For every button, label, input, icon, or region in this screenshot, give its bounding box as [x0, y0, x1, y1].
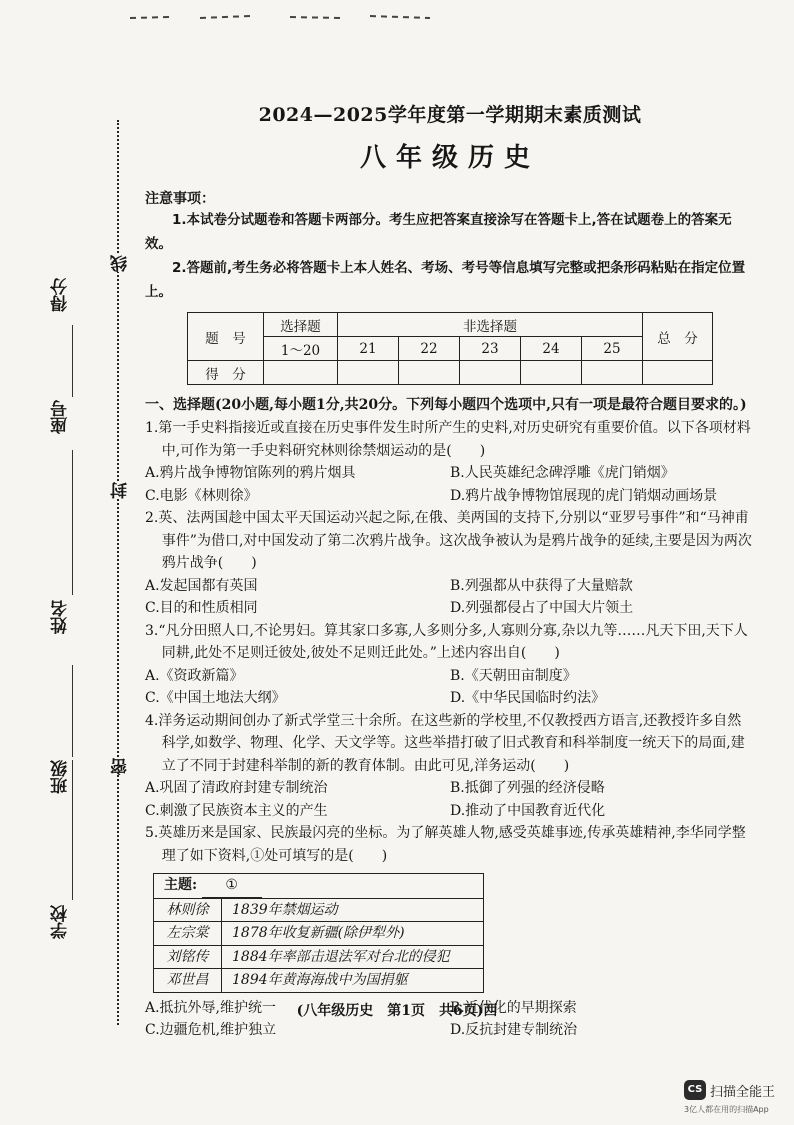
option-b: B.抵御了列强的经济侵略 [450, 780, 605, 796]
question-number-header: 题 号 [188, 313, 264, 361]
scanner-watermark [684, 1080, 788, 1120]
page-footer: (八年级历史 第1页 共6页)西 [296, 1003, 498, 1019]
notice-block [145, 208, 755, 304]
option-c: C.电影《林则徐》 [145, 487, 258, 504]
table-row [154, 969, 484, 993]
choice-range: 1～20 [264, 337, 338, 361]
option-b: B.人民英雄纪念碑浮雕《虎门销烟》 [450, 465, 675, 481]
scanner-app-name: 扫描全能王 [710, 1085, 776, 1100]
score-cell[interactable] [521, 361, 582, 385]
class-label: 班级 [51, 760, 71, 794]
question-number: 25 [582, 337, 643, 361]
scanner-logo-icon: CS [684, 1080, 706, 1100]
scanner-tagline: 3亿人都在用的扫描App [684, 1105, 769, 1114]
nonchoice-header: 非选择题 [338, 313, 643, 337]
option-a: A.鸦片战争博物馆陈列的鸦片烟具 [145, 465, 356, 481]
question-stem: 2.英、法两国趁中国太平天国运动兴起之际,在俄、美两国的支持下,分别以“亚罗号事件”和“马神甫事件”为借口,对中国发动了第二次鸦片战争。这次战争被认为是鸦片战争的延续,主要是因为两次鸦片战争( ) [145, 510, 752, 571]
table-row [154, 898, 484, 922]
hero-name: 左宗棠 [154, 922, 222, 946]
option-c: C.边疆危机,维护独立 [145, 1022, 277, 1038]
question-stem: 4.洋务运动期间创办了新式学堂三十余所。在这些新的学校里,不仅教授西方语言,还教授许多自然科学,如数学、物理、化学、天文学等。这些举措打破了旧式教育和科举制度一统天下的局面,建立了不同于封建科举制的新的教育体制。由此可见,洋务运动( ) [145, 712, 745, 774]
option-b: B.列强都从中获得了大量赔款 [450, 577, 633, 594]
question-number: 23 [460, 337, 521, 361]
hero-event: 1839年禁烟运动 [222, 898, 484, 922]
top-edge-marks [130, 12, 460, 22]
seat-label: 座号 [51, 400, 71, 434]
hero-event: 1884年率部击退法军对台北的侵犯 [222, 945, 484, 969]
total-header: 总 分 [643, 313, 713, 361]
exam-subject: 八年级历史 [359, 143, 540, 173]
option-a: A.抵抗外辱,维护统一 [145, 999, 277, 1016]
score-label: 得分 [51, 278, 71, 312]
hero-event: 1894年黄海海战中为国捐躯 [222, 969, 484, 993]
hero-theme-row [154, 874, 484, 899]
hero-name: 邓世昌 [154, 969, 222, 993]
score-row-label: 得 分 [188, 361, 264, 385]
score-cell[interactable] [460, 361, 521, 385]
question-2 [145, 507, 755, 620]
hero-name: 林则徐 [154, 898, 222, 922]
option-a: A.发起国都有英国 [145, 577, 258, 594]
exam-content [145, 100, 755, 1042]
table-row [154, 922, 484, 946]
seal-char-feng: 封 [108, 482, 130, 499]
choice-header: 选择题 [264, 313, 338, 337]
question-number: 21 [338, 337, 399, 361]
seal-char-xian: 线 [108, 255, 130, 272]
option-b: B.近代化的早期探索 [450, 999, 577, 1016]
hero-table [153, 873, 484, 993]
options [145, 665, 755, 710]
option-d: D.《中华民国临时约法》 [450, 690, 606, 706]
question-4 [145, 710, 755, 823]
question-stem: 3.“凡分田照人口,不论男妇。算其家口多寡,人多则分多,人寡则分寡,杂以九等……凡天下田,天下人同耕,此处不足则迁彼处,彼处不足则迁此处。”上述内容出自( ) [145, 622, 748, 661]
score-cell[interactable] [582, 361, 643, 385]
theme-label: 主题: [164, 877, 198, 893]
option-a: A.巩固了清政府封建专制统治 [145, 780, 328, 796]
options [145, 462, 755, 507]
question-1 [145, 417, 755, 507]
score-cell[interactable] [399, 361, 460, 385]
option-d: D.列强都侵占了中国大片领土 [450, 600, 634, 616]
section-heading: 一、选择题(20小题,每小题1分,共20分。下列每小题四个选项中,只有一项是最符合题目要求的。) [145, 397, 747, 413]
table-row [154, 945, 484, 969]
notice-item: 1.本试卷分试题卷和答题卡两部分。考生应把答案直接涂写在答题卡上,答在试题卷上的答案无效。 [145, 212, 732, 252]
options [145, 575, 755, 620]
option-d: D.反抗封建专制统治 [450, 1022, 578, 1038]
name-label: 姓名 [51, 600, 71, 634]
score-cell[interactable] [264, 361, 338, 385]
class-blank [72, 665, 73, 757]
question-number: 22 [399, 337, 460, 361]
school-label: 学校 [51, 905, 71, 939]
notice-heading: 注意事项： [145, 191, 215, 207]
option-c: C.刺激了民族资本主义的产生 [145, 802, 328, 819]
option-a: A.《资政新篇》 [145, 667, 244, 684]
hero-name: 刘铭传 [154, 945, 222, 969]
score-cell[interactable] [643, 361, 713, 385]
option-c: C.《中国土地法大纲》 [145, 690, 286, 706]
question-3 [145, 620, 755, 710]
question-stem: 1.第一手史料指接近或直接在历史事件发生时所产生的史料,对历史研究有重要价值。以下各项材料中,可作为第一手史料研究林则徐禁烟运动的是( ) [145, 420, 751, 459]
exam-title: 2024—2025学年度第一学期期末素质测试 [258, 104, 642, 126]
hero-event: 1878年收复新疆(除伊犁外) [222, 922, 484, 946]
score-table [187, 312, 713, 385]
option-b: B.《天朝田亩制度》 [450, 667, 577, 684]
theme-blank: ① [202, 874, 262, 898]
notice-item: 2.答题前,考生务必将答题卡上本人姓名、考场、考号等信息填写完整或把条形码粘贴在指定位置上。 [145, 260, 746, 300]
option-d: D.推动了中国教育近代化 [450, 802, 606, 819]
score-cell[interactable] [338, 361, 399, 385]
question-stem: 5.英雄历来是国家、民族最闪亮的坐标。为了解英雄人物,感受英雄事迹,传承英雄精神,李华同学整理了如下资料,①处可填写的是( ) [145, 825, 746, 864]
options [145, 777, 755, 822]
option-d: D.鸦片战争博物馆展现的虎门销烟动画场景 [450, 487, 718, 504]
seat-blank [72, 325, 73, 397]
option-c: C.目的和性质相同 [145, 600, 258, 616]
seal-char-mi: 密 [108, 758, 130, 775]
name-blank [72, 450, 73, 595]
question-number: 24 [521, 337, 582, 361]
